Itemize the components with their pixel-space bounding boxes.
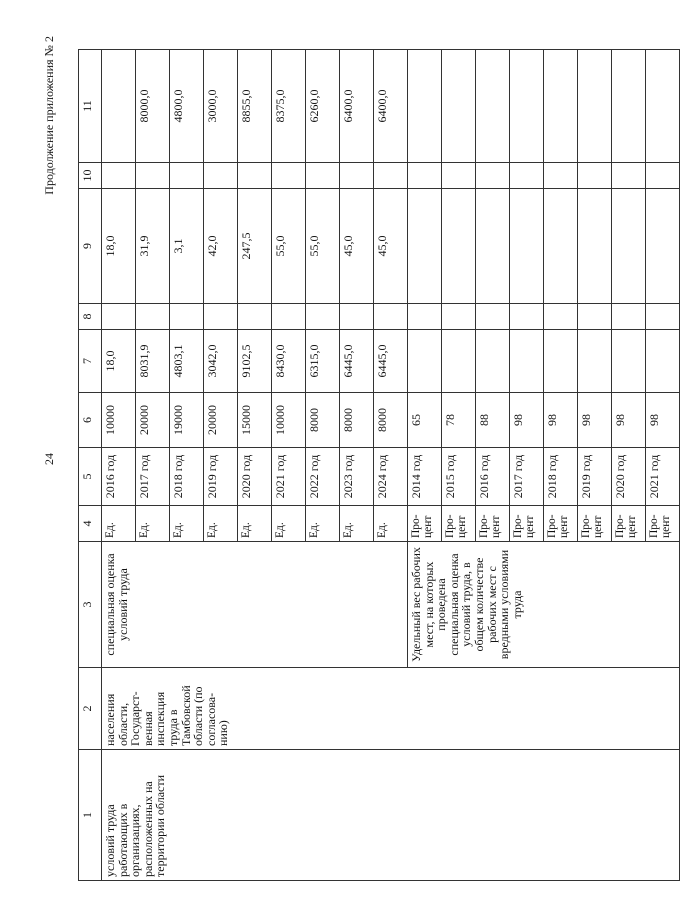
year-cell: 2021 год bbox=[646, 448, 680, 506]
year-cell: 2017 год bbox=[136, 448, 170, 506]
year-cell: 2014 год bbox=[408, 448, 442, 506]
value-cell bbox=[578, 50, 612, 163]
table-row bbox=[102, 50, 136, 881]
unit-cell: Ед. bbox=[136, 506, 170, 542]
header-cell: 11 bbox=[79, 50, 102, 163]
value-cell bbox=[476, 50, 510, 163]
value-cell bbox=[136, 163, 170, 189]
value-cell: 31,9 bbox=[136, 189, 170, 304]
value-cell: 45,0 bbox=[340, 189, 374, 304]
data-table bbox=[78, 49, 680, 881]
value-cell: 98 bbox=[578, 393, 612, 448]
year-cell: 2020 год bbox=[612, 448, 646, 506]
unit-cell: Ед. bbox=[238, 506, 272, 542]
value-cell: 98 bbox=[612, 393, 646, 448]
unit-cell: Про-цент bbox=[408, 506, 442, 542]
unit-cell: Про-цент bbox=[646, 506, 680, 542]
year-cell: 2017 год bbox=[510, 448, 544, 506]
header-cell: 1 bbox=[79, 750, 102, 881]
value-cell bbox=[306, 163, 340, 189]
value-cell: 6445,0 bbox=[340, 330, 374, 393]
value-cell bbox=[646, 330, 680, 393]
value-cell bbox=[646, 189, 680, 304]
value-cell bbox=[306, 304, 340, 330]
measure-cell: Удельный вес рабочих мест, на которых проведена специальная оценка условий труда, в общем количестве рабочих мест с вредными условиями труда bbox=[408, 542, 680, 668]
header-cell: 8 bbox=[79, 304, 102, 330]
value-cell bbox=[510, 304, 544, 330]
value-cell bbox=[476, 189, 510, 304]
appendix-note: Продолжение приложения № 2 bbox=[42, 36, 56, 195]
value-cell bbox=[408, 189, 442, 304]
year-cell: 2016 год bbox=[476, 448, 510, 506]
value-cell bbox=[578, 304, 612, 330]
unit-cell: Про-цент bbox=[544, 506, 578, 542]
value-cell: 6445,0 bbox=[374, 330, 408, 393]
value-cell bbox=[578, 189, 612, 304]
year-cell: 2024 год bbox=[374, 448, 408, 506]
value-cell: 15000 bbox=[238, 393, 272, 448]
value-cell bbox=[442, 304, 476, 330]
value-cell: 8031,9 bbox=[136, 330, 170, 393]
header-cell: 4 bbox=[79, 506, 102, 542]
value-cell bbox=[442, 330, 476, 393]
value-cell bbox=[612, 330, 646, 393]
value-cell bbox=[544, 50, 578, 163]
unit-cell: Ед. bbox=[272, 506, 306, 542]
unit-cell: Про-цент bbox=[578, 506, 612, 542]
value-cell: 8430,0 bbox=[272, 330, 306, 393]
year-cell: 2021 год bbox=[272, 448, 306, 506]
unit-cell: Про-цент bbox=[442, 506, 476, 542]
value-cell: 98 bbox=[510, 393, 544, 448]
unit-cell: Ед. bbox=[340, 506, 374, 542]
value-cell bbox=[340, 163, 374, 189]
header-cell: 9 bbox=[79, 189, 102, 304]
value-cell: 18,0 bbox=[102, 330, 136, 393]
value-cell bbox=[442, 163, 476, 189]
year-cell: 2018 год bbox=[544, 448, 578, 506]
value-cell: 8855,0 bbox=[238, 50, 272, 163]
value-cell bbox=[408, 330, 442, 393]
value-cell bbox=[544, 163, 578, 189]
value-cell bbox=[272, 304, 306, 330]
value-cell: 6260,0 bbox=[306, 50, 340, 163]
executor-cell: населения области, Государст-венная инспекция труда в Тамбовской области (по согласова-нию) bbox=[102, 668, 680, 750]
value-cell: 19000 bbox=[170, 393, 204, 448]
value-cell: 20000 bbox=[204, 393, 238, 448]
value-cell: 18,0 bbox=[102, 189, 136, 304]
year-cell: 2015 год bbox=[442, 448, 476, 506]
year-cell: 2023 год bbox=[340, 448, 374, 506]
value-cell bbox=[646, 304, 680, 330]
value-cell bbox=[204, 304, 238, 330]
value-cell: 247,5 bbox=[238, 189, 272, 304]
value-cell: 55,0 bbox=[272, 189, 306, 304]
unit-cell: Про-цент bbox=[612, 506, 646, 542]
value-cell: 4803,1 bbox=[170, 330, 204, 393]
value-cell: 55,0 bbox=[306, 189, 340, 304]
header-cell: 6 bbox=[79, 393, 102, 448]
header-cell: 3 bbox=[79, 542, 102, 668]
year-cell: 2019 год bbox=[204, 448, 238, 506]
value-cell: 8000 bbox=[340, 393, 374, 448]
value-cell: 65 bbox=[408, 393, 442, 448]
value-cell: 98 bbox=[544, 393, 578, 448]
page-number: 24 bbox=[42, 453, 56, 465]
year-cell: 2018 год bbox=[170, 448, 204, 506]
value-cell bbox=[272, 163, 306, 189]
unit-cell: Ед. bbox=[204, 506, 238, 542]
value-cell bbox=[442, 50, 476, 163]
unit-cell: Ед. bbox=[374, 506, 408, 542]
value-cell bbox=[340, 304, 374, 330]
value-cell bbox=[476, 330, 510, 393]
value-cell bbox=[136, 304, 170, 330]
value-cell bbox=[510, 189, 544, 304]
value-cell bbox=[102, 304, 136, 330]
value-cell: 3042,0 bbox=[204, 330, 238, 393]
unit-cell: Про-цент bbox=[476, 506, 510, 542]
value-cell bbox=[544, 304, 578, 330]
year-cell: 2019 год bbox=[578, 448, 612, 506]
value-cell: 6400,0 bbox=[374, 50, 408, 163]
value-cell: 10000 bbox=[272, 393, 306, 448]
year-cell: 2016 год bbox=[102, 448, 136, 506]
value-cell: 3000,0 bbox=[204, 50, 238, 163]
value-cell bbox=[544, 330, 578, 393]
value-cell bbox=[170, 304, 204, 330]
table-body bbox=[102, 50, 680, 881]
value-cell bbox=[578, 330, 612, 393]
value-cell bbox=[238, 304, 272, 330]
value-cell: 8375,0 bbox=[272, 50, 306, 163]
value-cell: 88 bbox=[476, 393, 510, 448]
header-cell: 10 bbox=[79, 163, 102, 189]
value-cell bbox=[374, 304, 408, 330]
value-cell: 4800,0 bbox=[170, 50, 204, 163]
value-cell bbox=[612, 50, 646, 163]
year-cell: 2022 год bbox=[306, 448, 340, 506]
value-cell: 98 bbox=[646, 393, 680, 448]
unit-cell: Про-цент bbox=[510, 506, 544, 542]
value-cell bbox=[612, 163, 646, 189]
value-cell bbox=[612, 189, 646, 304]
value-cell bbox=[544, 189, 578, 304]
value-cell: 8000,0 bbox=[136, 50, 170, 163]
value-cell: 3,1 bbox=[170, 189, 204, 304]
value-cell bbox=[238, 163, 272, 189]
value-cell bbox=[510, 330, 544, 393]
measure-cell: специальная оценка условий труда bbox=[102, 542, 408, 668]
value-cell bbox=[510, 163, 544, 189]
value-cell: 8000 bbox=[306, 393, 340, 448]
value-cell: 8000 bbox=[374, 393, 408, 448]
unit-cell: Ед. bbox=[170, 506, 204, 542]
value-cell bbox=[442, 189, 476, 304]
value-cell bbox=[204, 163, 238, 189]
header-cell: 7 bbox=[79, 330, 102, 393]
value-cell bbox=[102, 50, 136, 163]
value-cell bbox=[646, 163, 680, 189]
value-cell bbox=[408, 163, 442, 189]
value-cell bbox=[408, 50, 442, 163]
value-cell: 6400,0 bbox=[340, 50, 374, 163]
value-cell: 6315,0 bbox=[306, 330, 340, 393]
header-cell: 5 bbox=[79, 448, 102, 506]
header-row bbox=[79, 50, 102, 881]
indicator-name-cell: условий труда работающих в организациях, расположенных на территории области bbox=[102, 750, 680, 881]
value-cell bbox=[510, 50, 544, 163]
unit-cell: Ед. bbox=[306, 506, 340, 542]
value-cell bbox=[408, 304, 442, 330]
value-cell bbox=[102, 163, 136, 189]
value-cell: 42,0 bbox=[204, 189, 238, 304]
value-cell bbox=[612, 304, 646, 330]
value-cell: 10000 bbox=[102, 393, 136, 448]
year-cell: 2020 год bbox=[238, 448, 272, 506]
value-cell bbox=[476, 163, 510, 189]
header-cell: 2 bbox=[79, 668, 102, 750]
value-cell bbox=[170, 163, 204, 189]
unit-cell: Ед. bbox=[102, 506, 136, 542]
value-cell bbox=[476, 304, 510, 330]
value-cell bbox=[646, 50, 680, 163]
value-cell: 78 bbox=[442, 393, 476, 448]
value-cell: 9102,5 bbox=[238, 330, 272, 393]
value-cell: 45,0 bbox=[374, 189, 408, 304]
value-cell bbox=[578, 163, 612, 189]
value-cell: 20000 bbox=[136, 393, 170, 448]
value-cell bbox=[374, 163, 408, 189]
